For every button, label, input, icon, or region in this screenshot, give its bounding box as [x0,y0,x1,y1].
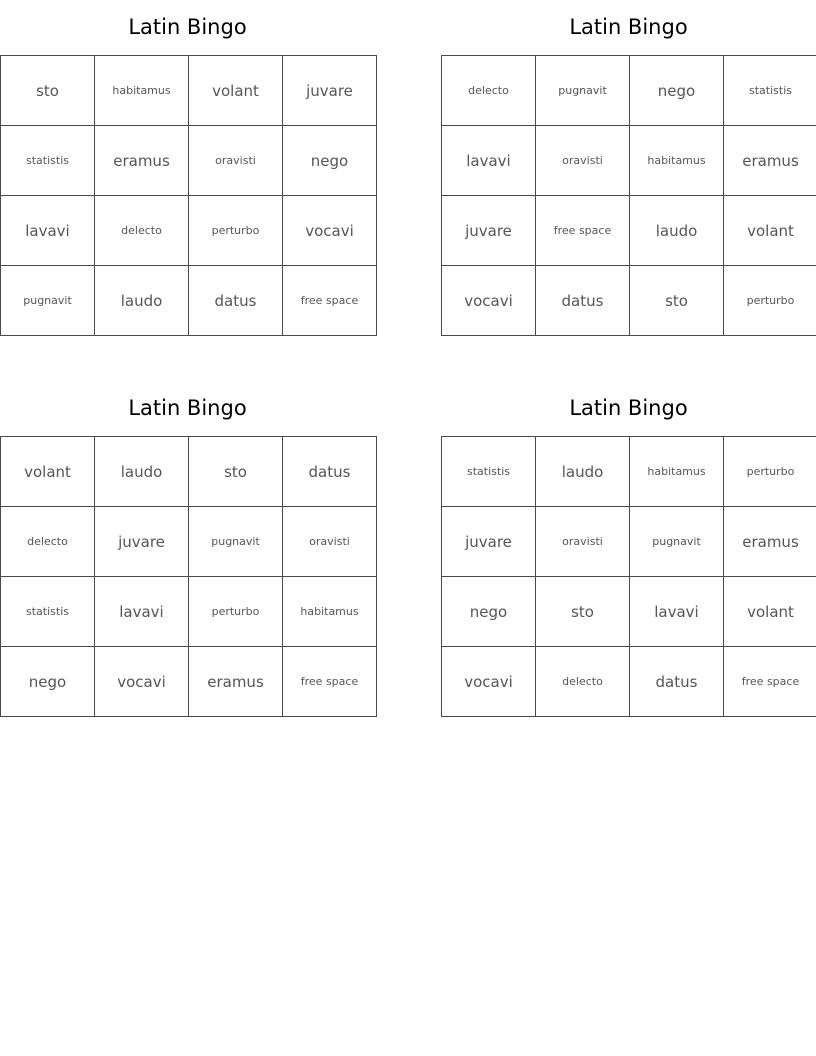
bingo-cell: laudo [95,266,189,336]
bingo-cell: datus [283,437,377,507]
bingo-cell: pugnavit [1,266,95,336]
bingo-cell: oravisti [536,507,630,577]
bingo-cell: oravisti [536,126,630,196]
bingo-grid [0,55,377,336]
bingo-cell: lavavi [1,196,95,266]
bingo-cell: lavavi [95,577,189,647]
bingo-cell: delecto [442,56,536,126]
bingo-cell-free-space: free space [283,266,377,336]
bingo-cell: lavavi [630,577,724,647]
bingo-cell: vocavi [442,266,536,336]
bingo-cell: statistis [1,577,95,647]
bingo-cell: nego [283,126,377,196]
bingo-cell: nego [630,56,724,126]
bingo-cell: eramus [724,507,816,577]
bingo-cell: vocavi [442,647,536,717]
bingo-cell: juvare [442,507,536,577]
bingo-grid [441,55,816,336]
bingo-cell: sto [536,577,630,647]
bingo-cell: juvare [442,196,536,266]
bingo-cell: oravisti [189,126,283,196]
bingo-cell: volant [1,437,95,507]
bingo-cell: sto [1,56,95,126]
bingo-cell: datus [536,266,630,336]
bingo-cell: perturbo [724,437,816,507]
bingo-cell: habitamus [283,577,377,647]
card-title: Latin Bingo [569,15,688,39]
card-title: Latin Bingo [128,396,247,420]
bingo-cell: nego [442,577,536,647]
bingo-cell: delecto [536,647,630,717]
bingo-cell: volant [724,577,816,647]
bingo-cell: datus [630,647,724,717]
bingo-cell: eramus [95,126,189,196]
bingo-cell: vocavi [95,647,189,717]
bingo-cell: datus [189,266,283,336]
bingo-cell: eramus [724,126,816,196]
bingo-cell: habitamus [95,56,189,126]
bingo-cell: eramus [189,647,283,717]
bingo-cell: perturbo [189,577,283,647]
bingo-cell: laudo [536,437,630,507]
bingo-cell: volant [724,196,816,266]
bingo-cell: sto [630,266,724,336]
bingo-cell-free-space: free space [724,647,816,717]
bingo-cell: volant [189,56,283,126]
bingo-cell: perturbo [724,266,816,336]
bingo-cell: pugnavit [630,507,724,577]
bingo-cell: laudo [95,437,189,507]
bingo-cell: oravisti [283,507,377,577]
bingo-cell: nego [1,647,95,717]
card-title: Latin Bingo [128,15,247,39]
bingo-cell: statistis [1,126,95,196]
bingo-cell: pugnavit [536,56,630,126]
bingo-cell: delecto [1,507,95,577]
bingo-cell: juvare [95,507,189,577]
card-title: Latin Bingo [569,396,688,420]
bingo-cell: pugnavit [189,507,283,577]
bingo-cell: perturbo [189,196,283,266]
bingo-cell-free-space: free space [283,647,377,717]
bingo-cell: statistis [724,56,816,126]
bingo-cell: laudo [630,196,724,266]
bingo-cell-free-space: free space [536,196,630,266]
bingo-cell: sto [189,437,283,507]
bingo-grid [0,436,377,717]
bingo-cell: lavavi [442,126,536,196]
bingo-cell: delecto [95,196,189,266]
bingo-cell: statistis [442,437,536,507]
bingo-cell: vocavi [283,196,377,266]
bingo-grid [441,436,816,717]
bingo-cell: juvare [283,56,377,126]
bingo-cell: habitamus [630,437,724,507]
bingo-cell: habitamus [630,126,724,196]
